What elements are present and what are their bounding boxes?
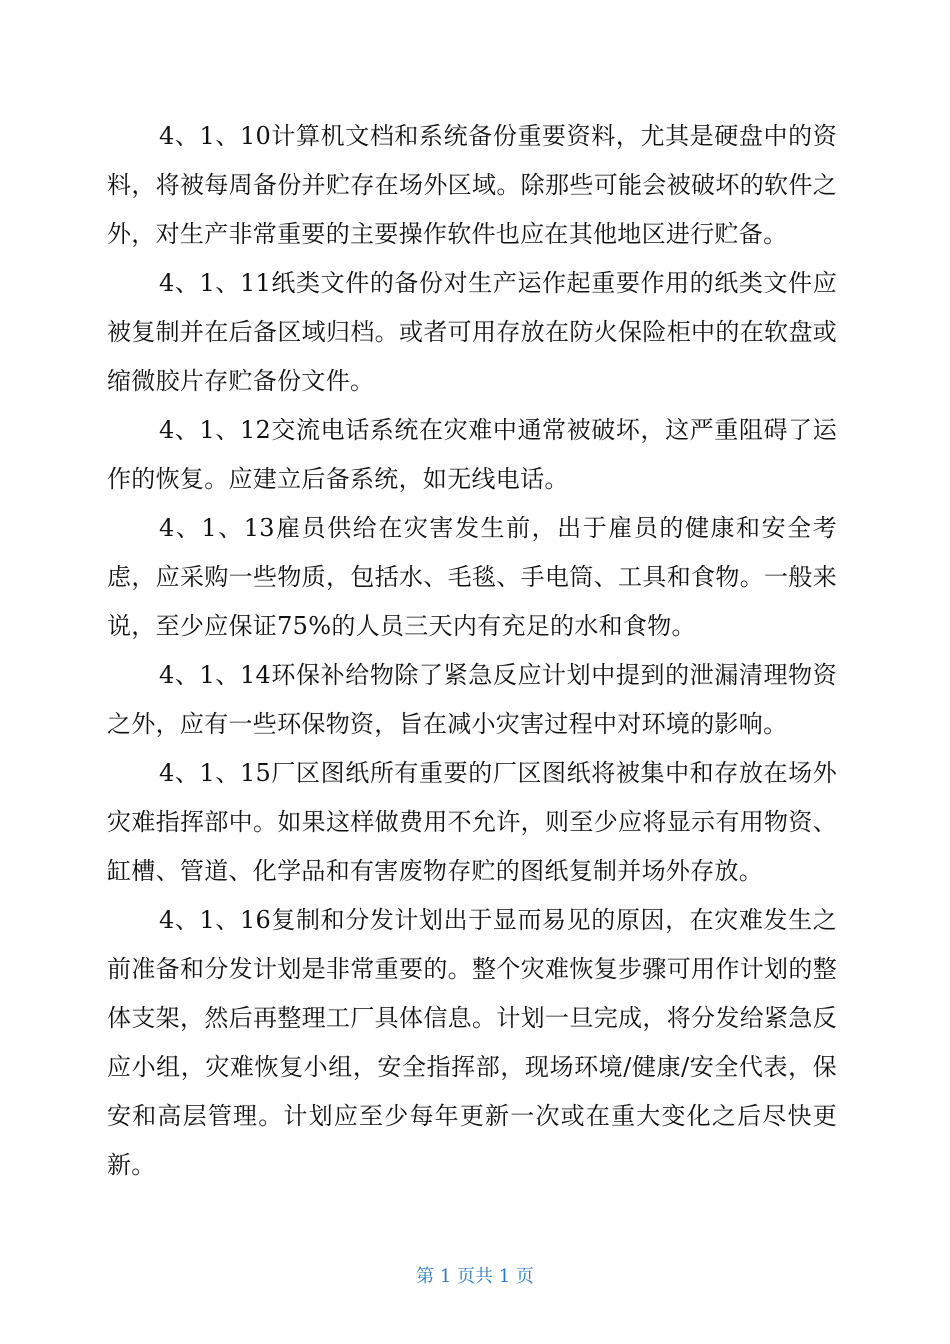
paragraph-4-1-15: 4、1、15厂区图纸所有重要的厂区图纸将被集中和存放在场外灾难指挥部中。如果这样做费用不允许，则至少应将显示有用物资、缸槽、管道、化学品和有害废物存贮的图纸复制并场外存放。: [107, 759, 837, 885]
paragraph-4-1-11: 4、1、11纸类文件的备份对生产运作起重要作用的纸类文件应被复制并在后备区域归档。或者可用存放在防火保险柜中的在软盘或缩微胶片存贮备份文件。: [107, 269, 837, 395]
document-body: [107, 112, 837, 1190]
paragraph-4-1-13: 4、1、13雇员供给在灾害发生前，出于雇员的健康和安全考虑，应采购一些物质，包括水、毛毯、手电筒、工具和食物。一般来说，至少应保证75%的人员三天内有充足的水和食物。: [107, 514, 837, 640]
paragraph-4-1-12: 4、1、12交流电话系统在灾难中通常被破坏，这严重阻碍了运作的恢复。应建立后备系统，如无线电话。: [107, 416, 837, 493]
paragraph-4-1-14: 4、1、14环保补给物除了紧急反应计划中提到的泄漏清理物资之外，应有一些环保物资，旨在减小灾害过程中对环境的影响。: [107, 661, 837, 738]
page-footer: 第 1 页共 1 页: [416, 1266, 534, 1287]
paragraph-4-1-16: 4、1、16复制和分发计划出于显而易见的原因，在灾难发生之前准备和分发计划是非常重要的。整个灾难恢复步骤可用作计划的整体支架，然后再整理工厂具体信息。计划一旦完成，将分发给紧急反应小组，灾难恢复小组，安全指挥部，现场环境/健康/安全代表，保安和高层管理。计划应至少每年更新一次或在重大变化之后尽快更新。: [107, 906, 837, 1179]
paragraph-4-1-10: 4、1、10计算机文档和系统备份重要资料，尤其是硬盘中的资料，将被每周备份并贮存在场外区域。除那些可能会被破坏的软件之外，对生产非常重要的主要操作软件也应在其他地区进行贮备。: [107, 122, 837, 248]
